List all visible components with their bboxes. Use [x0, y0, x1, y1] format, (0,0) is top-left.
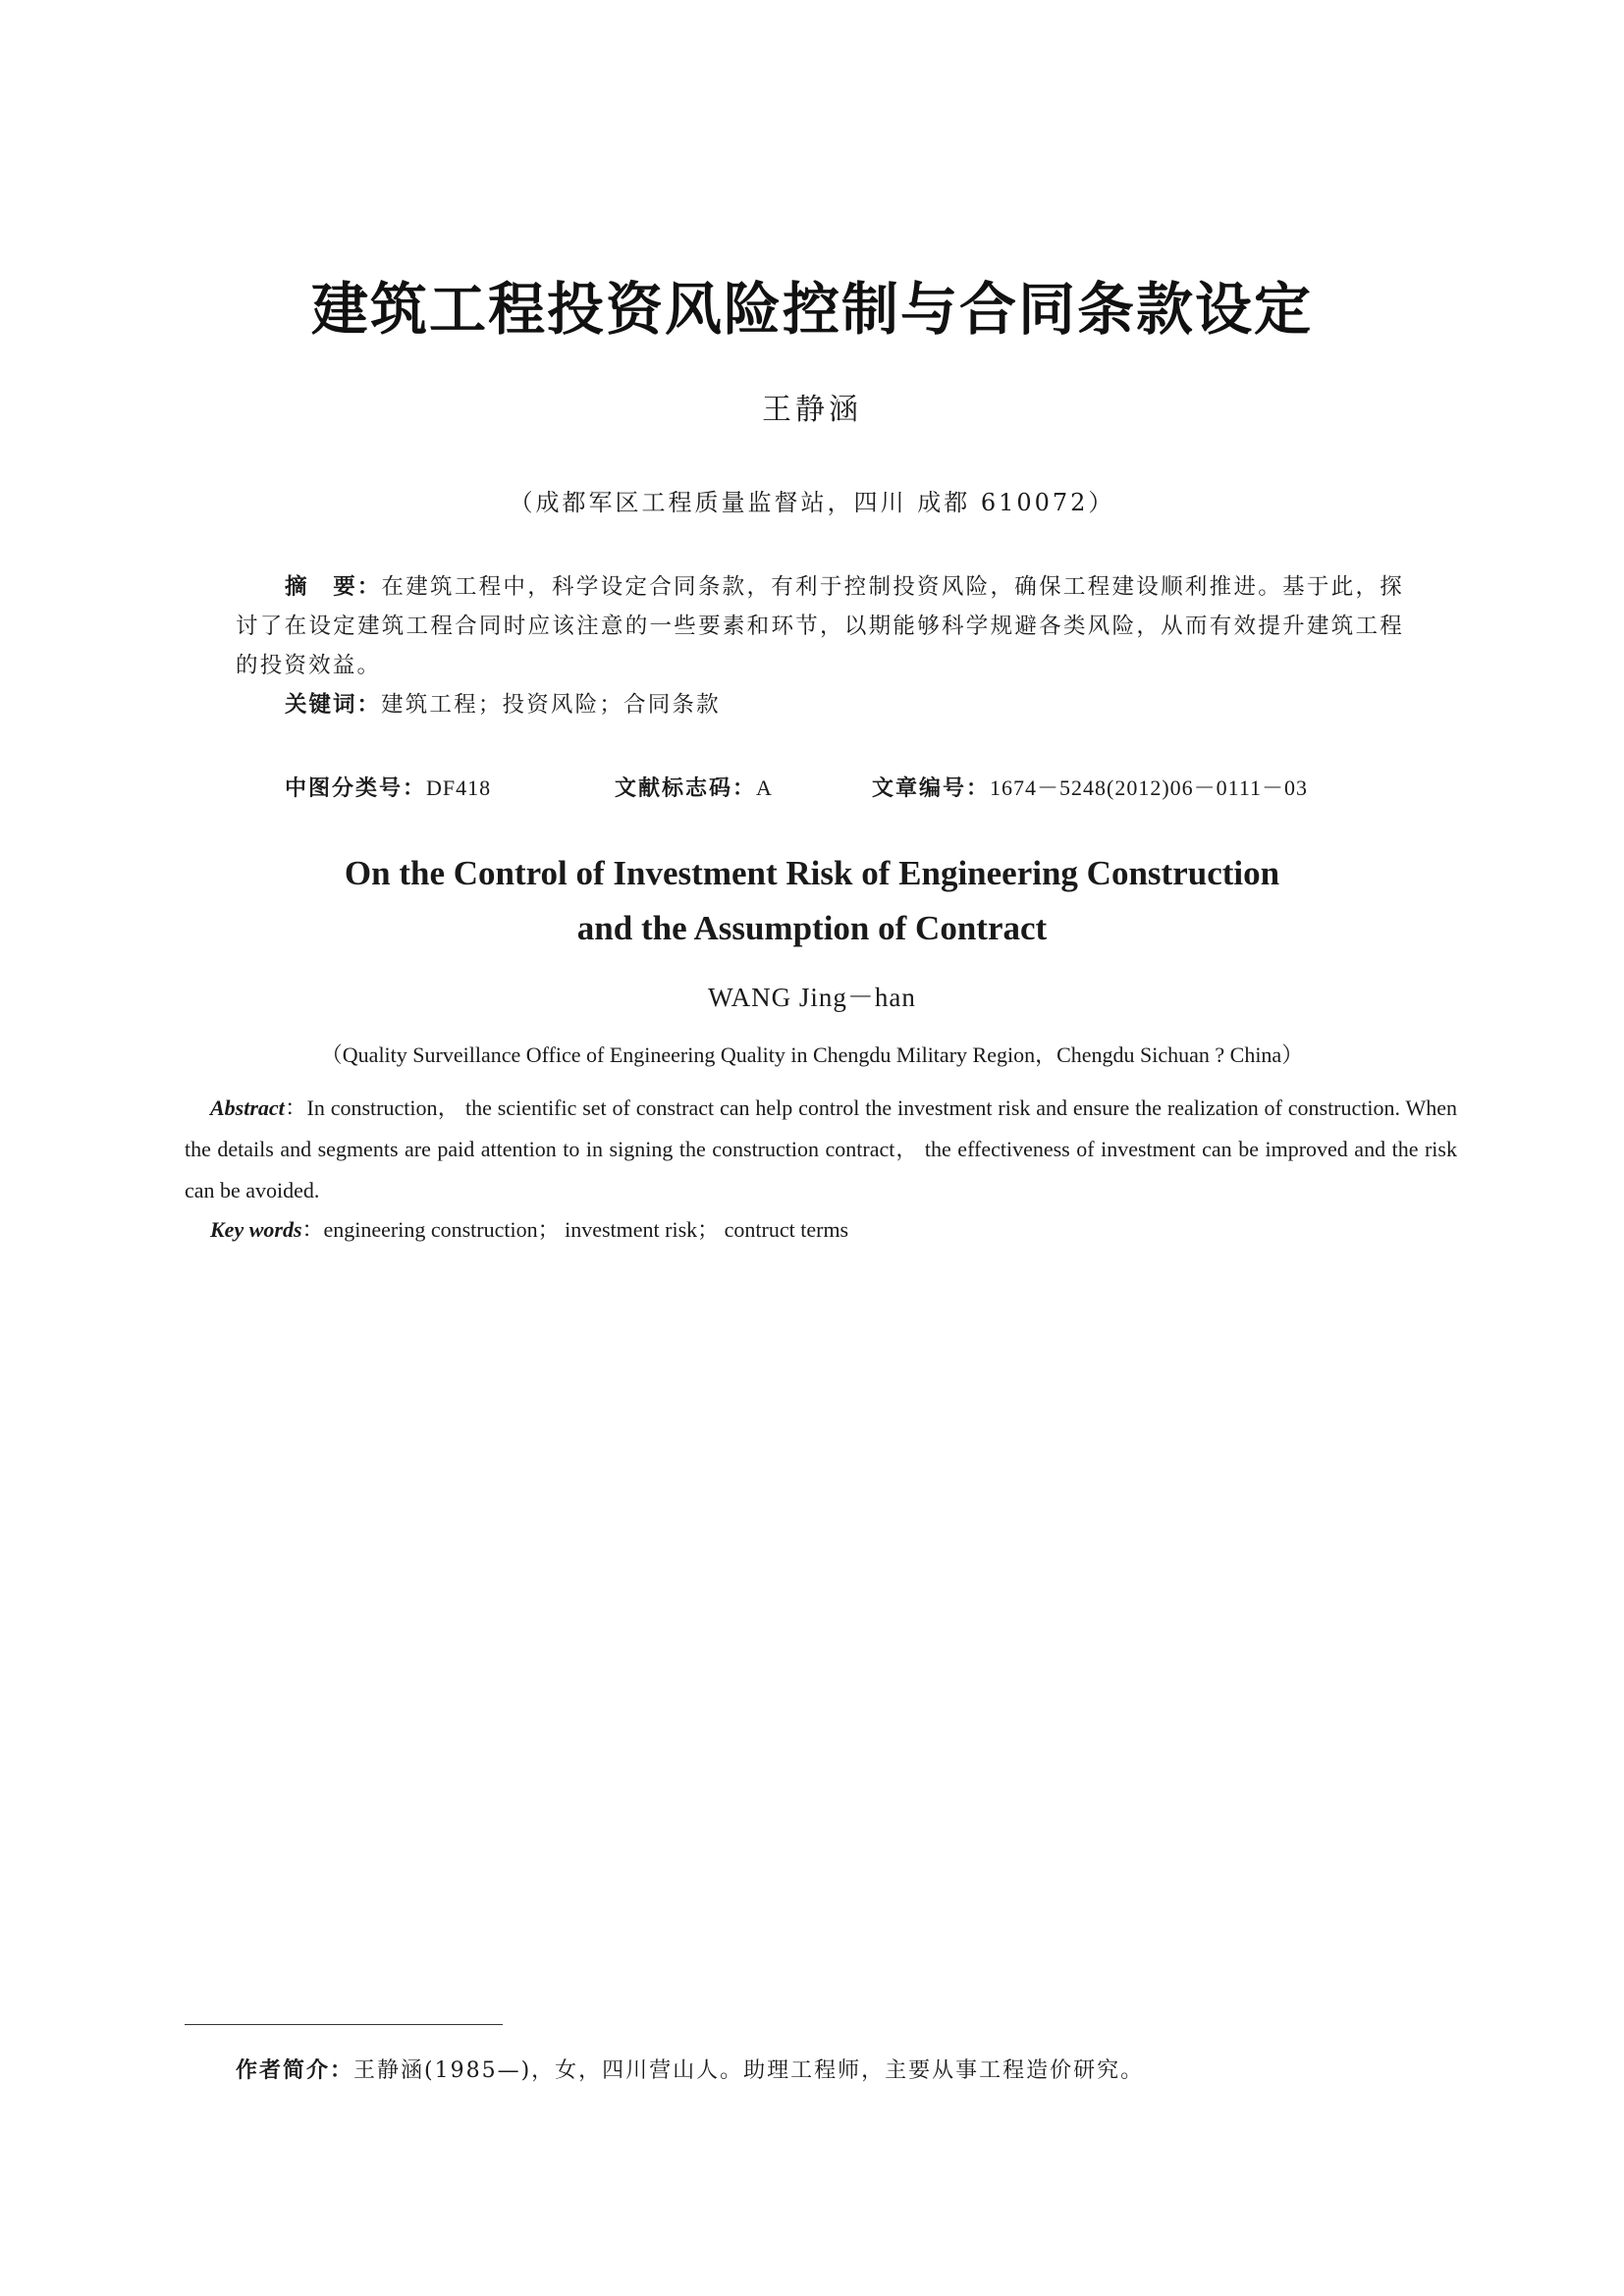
author-footnote: [236, 2054, 1144, 2084]
abstract-english: [185, 1088, 1457, 1211]
abstract-chinese-label: 摘 要：: [285, 574, 382, 600]
clc-number: [285, 772, 491, 802]
author-chinese: 王静涵: [762, 393, 862, 427]
abstract-english-sep: ：: [284, 1095, 307, 1120]
title-english-line-1: On the Control of Investment Risk of Engineering Construction: [344, 854, 1280, 892]
abstract-english-text: In construction， the scientific set of constract can help control the investment risk and ensure the realization of construction. When the details and segments are paid attention to in signing the construction contract， the effectiveness of investment can be improved and the risk can be avoided.: [185, 1095, 1457, 1202]
keywords-english-text: engineering construction； investment risk； contruct terms: [323, 1217, 849, 1242]
title-english-line-2: and the Assumption of Contract: [576, 909, 1048, 947]
article-no-label: 文章编号：: [872, 776, 991, 801]
keywords-chinese-text: 建筑工程；投资风险；合同条款: [381, 692, 721, 718]
author-english: WANG Jing－han: [708, 983, 916, 1012]
keywords-english-sep: ：: [301, 1217, 324, 1242]
title-chinese: 建筑工程投资风险控制与合同条款设定: [310, 276, 1313, 343]
affiliation-english: （Quality Surveillance Office of Engineering Quality in Chengdu Military Region，Chengdu Sichuan ? China）: [320, 1042, 1304, 1067]
footnote-label: 作者简介：: [236, 2058, 354, 2083]
keywords-chinese-label: 关键词：: [285, 692, 382, 718]
abstract-chinese-text: 在建筑工程中，科学设定合同条款，有利于控制投资风险，确保工程建设顺利推进。基于此，探讨了在设定建筑工程合同时应该注意的一些要素和环节，以期能够科学规避各类风险，从而有效提升建筑工程的投资效益。: [236, 574, 1404, 678]
clc-value: DF418: [426, 775, 492, 800]
doc-code-value: A: [756, 775, 773, 800]
clc-label: 中图分类号：: [285, 776, 427, 801]
keywords-english: [210, 1213, 848, 1244]
keywords-english-label: Key words: [210, 1217, 302, 1242]
abstract-english-label: Abstract: [210, 1095, 285, 1120]
doc-code-label: 文献标志码：: [615, 776, 757, 801]
abstract-chinese: [236, 567, 1404, 685]
document-code: [615, 772, 773, 802]
article-no-value: 1674－5248(2012)06－0111－03: [990, 775, 1309, 800]
footnote-text: 王静涵(1985—)，女，四川营山人。助理工程师，主要从事工程造价研究。: [353, 2058, 1145, 2083]
keywords-chinese: [285, 687, 721, 719]
article-number: [872, 772, 1308, 802]
title-english: [0, 846, 1624, 956]
footnote-divider: [185, 2024, 503, 2025]
affiliation-chinese: （成都军区工程质量监督站，四川 成都 610072）: [509, 489, 1115, 516]
